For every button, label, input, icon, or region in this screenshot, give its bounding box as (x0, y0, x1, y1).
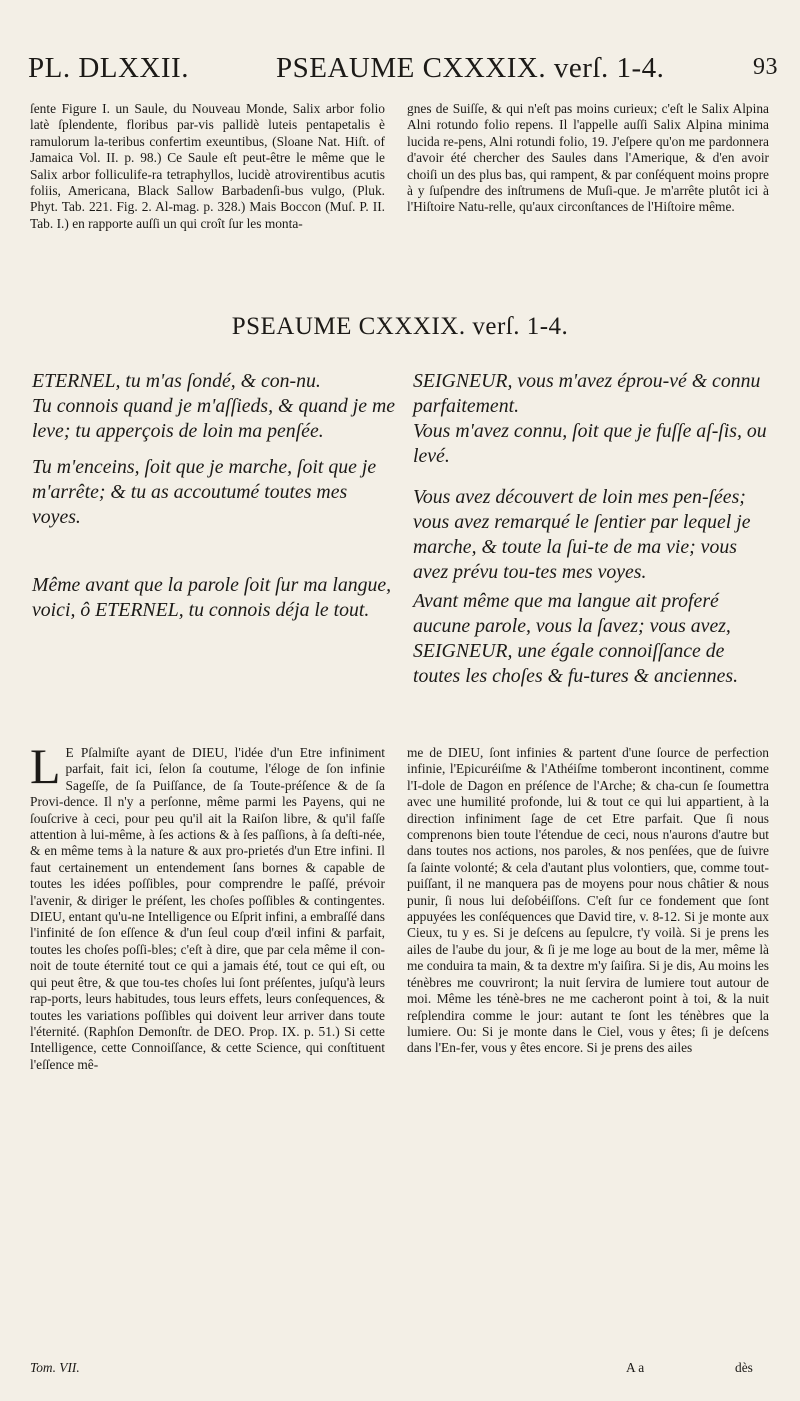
commentary-right-column (407, 745, 769, 1057)
commentary-left-text: E Pſalmiſte ayant de DIEU, l'idée d'un Etre infiniment parfait, fait ici, ſelon ſa coutume, l'éloge de ſon infinie Sageſſe, de ſa Puiſſance, de ſa Toute-préſence & de ſa Provi-dence. Il n'y a perſonne, même parmi les Payens, qui ne ſouſcrive à ceci, pour peu qu'il ait la Raiſon libre, & qu'il faſſe attention à lui-même, à ſes actions & à ſes paſſions, à ſa deſti-née, & en même tems à la nature & aux pro-prietés d'un Etre infini. Il faut certainement un entendement ſans bornes & capable de toutes les idées poſſibles, pour comprendre le paſſé, prévoir l'avenir, & diriger le préſent, les choſes poſſibles & contingentes. DIEU, entant qu'u-ne Intelligence ou Eſprit infini, a embraſſé dans l'infinité de ſon eſſence & d'un ſeul coup d'œil infini & parfait, toutes les choſes poſſi-bles; c'eſt à dire, que par cela même il con-noit de toute éternité tout ce qui a jamais été, tout ce qui eſt, ou qui peut être, & que tou-tes choſes lui ſont préſentes, juſqu'à leurs rap-ports, leurs habitudes, tous leurs effets, leurs conſequences, & toutes les variations poſſibles qui doivent leur arriver dans toute l'éternité. (Raphſon Demonſtr. de DEO. Prop. IX. p. 51.) Si cette Intelligence, cette Connoiſſance, & cette Science, qui conſtituent l'eſſence mê- (30, 745, 385, 1072)
commentary-right-text: me de DIEU, ſont infinies & partent d'une ſource de perfection infinie, l'Epicuréiſme & l'Athéiſme tomberont incontinent, comme l'I-dole de Dagon en préſence de l'Arche; & cha-cun ſe ſoumettra avec une humilité profonde, lui & tout ce qui lui appartient, à la direction infiniment ſage de cet Etre parfait. Que ſi nous comprenons bien toute l'étendue de ceci, nous n'aurons d'autre but dans toutes nos actions, nos paroles, & nos penſées, que de ſuivre ſa ſainte volonté; & cela d'autant plus volontiers, que, comme tout-puiſſant, il ne manquera pas de moyens pour nous châtier & nous punir, ſi nous lui deſobéiſſons. C'eſt ſur ce fondement que ſont appuyées les conſéquences que David tire, v. 8-12. Si je monte aux Cieux, tu y es. Si je deſcens au ſepulcre, t'y voilà. Si je prens les ailes de l'aube du jour, & ſi je me loge au bout de la mer, même là me conduira ta main, & ta dextre m'y ſaiſira. Si je dis, Au moins les ténèbres me couvriront; la nuit ſervira de lumiere tout autour de moi. Même les ténè-bres ne me cacheront point à toi, & la nuit reſplendira comme le jour: autant te ſont les ténèbres que la lumiere. Ou: Si je monte dans le Ciel, vous y êtes; ſi je deſcens dans l'En-fer, vous y êtes encore. Si je prens des ailes (407, 745, 769, 1056)
top-right-text: gnes de Suiſſe, & qui n'eſt pas moins curieux; c'eſt le Salix Alpina Alni rotundo folio repens. Il l'appelle auſſi Salix Alpina minima lucida re-pens, Alni rotundi folio, 19. J'eſpere qu'on me pardonnera d'avoir été chercher des Saules dans l'Amerique, & d'en avoir choiſi un des plus bas, qui rampent, & par conſéquent moins propre à y ſuſpendre des inſtrumens de Muſi-que. Je m'arrête plutôt ici à l'Hiſtoire Natu-relle, qu'aux circonſtances de l'Hiſtoire même. (407, 101, 769, 215)
verse-left-4: Même avant que la parole ſoit ſur ma langue, voici, ô ETERNEL, tu connois déja le tout. (32, 574, 392, 621)
verse-left-3: Tu m'enceins, ſoit que je marche, ſoit que je m'arrête; & tu as accoutumé toutes mes voyes. (32, 456, 377, 528)
verse-right-1: SEIGNEUR, vous m'avez éprou-vé & connu parfaitement. (413, 370, 761, 417)
page-number: 93 (753, 54, 778, 80)
section-title: PSEAUME CXXXIX. verſ. 1-4. (231, 313, 569, 340)
verse-right-3: Vous avez découvert de loin mes pen-ſées; vous avez remarqué le ſentier par lequel je marche, & toute la ſui-te de ma vie; vous avez prévu tou-tes mes voyes. (413, 486, 751, 583)
commentary-left-column (30, 738, 385, 1073)
volume-label: Tom. VII. (30, 1360, 80, 1375)
verse-left-1: ETERNEL, tu m'as ſondé, & con-nu. (32, 370, 321, 392)
top-left-column (30, 101, 385, 232)
top-left-text: ſente Figure I. un Saule, du Nouveau Monde, Salix arbor folio latè ſplendente, floribus par-vis pallidè luteis pentapetalis è ramulorum la-teribus confertim exeuntibus, (Sloane Nat. Hiſt. of Jamaica Vol. II. p. 98.) Ce Saule eſt peut-être le même que le Salix arbor folliculife-ra tetraphyllos, lucidè atrovirentibus acutis foliis, Americana, Black Sallow Barbadenſi-bus vulgo, (Pluk. Phyt. Tab. 221. Fig. 2. Al-mag. p. 328.) Mais Boccon (Muſ. P. II. Tab. I.) en rapporte auſſi un qui croît ſur les monta- (30, 101, 385, 231)
top-right-column (407, 101, 769, 216)
catchword: dès (735, 1360, 753, 1375)
plate-number: PL. DLXXII. (28, 52, 189, 84)
verse-right-2: Vous m'avez connu, ſoit que je fuſſe aſ-ſis, ou levé. (413, 420, 767, 467)
verse-right-4: Avant même que ma langue ait proferé aucune parole, vous la ſavez; vous avez, SEIGNEUR, une égale connoiſſance de toutes les choſes & fu-tures & anciennes. (413, 590, 739, 687)
drop-cap: L (30, 738, 61, 794)
header-title: PSEAUME CXXXIX. verſ. 1-4. (276, 52, 665, 84)
verses-right-column (413, 369, 773, 689)
verses-left-column (32, 369, 397, 623)
signature-mark: A a (626, 1360, 645, 1375)
verse-left-2: Tu connois quand je m'aſſieds, & quand je me leve; tu apperçois de loin ma penſée. (32, 395, 396, 442)
running-header (28, 52, 778, 92)
